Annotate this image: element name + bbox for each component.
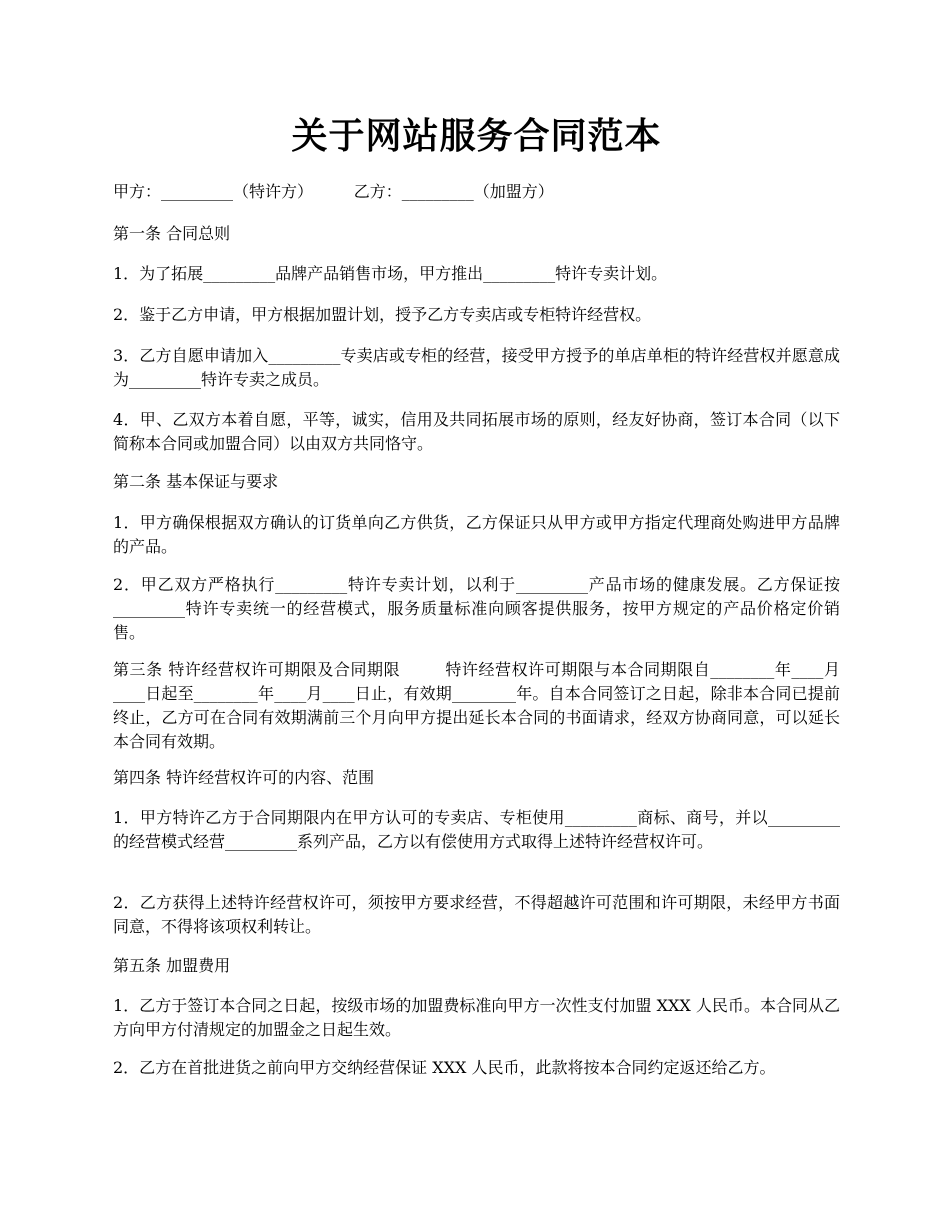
clause-2-1: 1．甲方确保根据双方确认的订货单向乙方供货，乙方保证只从甲方或甲方指定代理商处购进甲方品牌的产品。 <box>113 513 840 556</box>
section-heading-3: 第三条 特许经营权许可期限及合同期限 特许经营权许可期限与本合同期限自________年____月____日起至________年____月____日止，有效期________年。自本合同签订之日起，除非本合同已提前终止，乙方可在合同有效期满前三个月向甲方提出延长本合同的书面请求，经双方协商同意，可以延长本合同有效期。 <box>113 660 840 751</box>
clause-1-1: 1．为了拓展_________品牌产品销售市场，甲方推出_________特许专卖计划。 <box>113 264 668 283</box>
section-heading-5: 第五条 加盟费用 <box>113 956 231 975</box>
clause-5-2: 2．乙方在首批进货之前向甲方交纳经营保证 XXX 人民币，此款将按本合同约定返还给乙方。 <box>113 1058 776 1077</box>
section-heading-1: 第一条 合同总则 <box>113 224 231 243</box>
section-heading-2: 第二条 基本保证与要求 <box>113 472 279 491</box>
clause-4-1: 1．甲方特许乙方于合同期限内在甲方认可的专卖店、专柜使用_________商标、商号，并以_________的经营模式经营_________系列产品，乙方以有偿使用方式取得上述特许经营权许可。 <box>113 808 840 851</box>
clause-1-2: 2．鉴于乙方申请，甲方根据加盟计划，授予乙方专卖店或专柜特许经营权。 <box>113 305 652 324</box>
parties-line: 甲方：_________（特许方） 乙方：_________（加盟方） <box>113 182 554 201</box>
document-title: 关于网站服务合同范本 <box>291 115 662 157</box>
clause-2-2: 2．甲乙双方严格执行_________特许专卖计划，以利于_________产品市场的健康发展。乙方保证按_________特许专卖统一的经营模式，服务质量标准向顾客提供服务，按甲方规定的产品价格定价销售。 <box>113 575 840 642</box>
clause-5-1: 1．乙方于签订本合同之日起，按级市场的加盟费标准向甲方一次性支付加盟 XXX 人民币。本合同从乙方向甲方付清规定的加盟金之日起生效。 <box>113 996 840 1039</box>
clause-1-3: 3．乙方自愿申请加入_________专卖店或专柜的经营，接受甲方授予的单店单柜的特许经营权并愿意成为_________特许专卖之成员。 <box>113 346 840 389</box>
clause-1-4: 4．甲、乙双方本着自愿，平等，诚实，信用及共同拓展市场的原则，经友好协商，签订本合同（以下简称本合同或加盟合同）以由双方共同恪守。 <box>113 410 840 453</box>
clause-4-2: 2．乙方获得上述特许经营权许可，须按甲方要求经营，不得超越许可范围和许可期限，未经甲方书面同意，不得将该项权利转让。 <box>113 893 840 936</box>
section-heading-4: 第四条 特许经营权许可的内容、范围 <box>113 768 375 787</box>
